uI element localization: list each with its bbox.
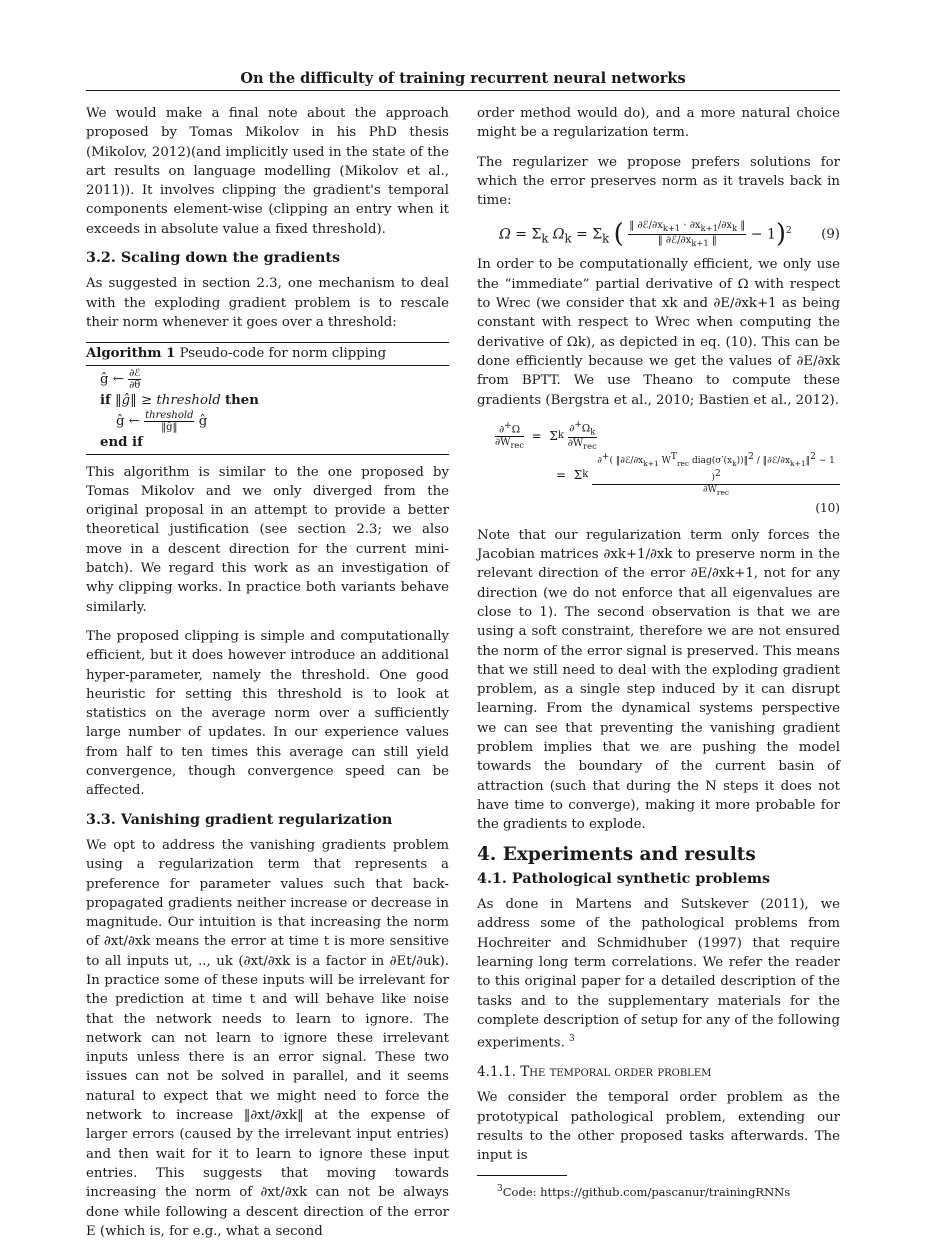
running-header: On the difficulty of training recurrent neural networks [86,70,840,91]
equation-10-line-2: = Σ k $\frac{\partial^+( ‖\partial ℰ/\partial x_{k+1} W^T_{rec} diag(\sigma'(x_k))‖^2 / ‖\partial ℰ/\partial x_{k+1}‖^2 - 1 )^2}{\partial W_{rec}}$ [495,452,840,498]
paragraph-continuation: order method would do), and a more natural choice might be a regularization term. [477,106,840,141]
paragraph-mikolov: We would make a final note about the approach proposed by Tomas Mikolov in his PhD thesis (Mikolov, 2012)(and implicitly used in the state of the art results on language modelling (Mikolov et al., 2011)). It involves clipping the gradient's temporal components element-wise (clipping an entry when it exceeds in absolute value a fixed threshold). [86,106,449,237]
algo-condition: ‖ĝ‖ ≥ threshold [115,392,221,408]
paragraph-jacobian: Note that our regularization term only forces the Jacobian matrices ∂xk+1/∂xk to preserve norm in the relevant direction of the error ∂E/∂xk+1, not for any direction (we do not enforce that all eigenvalues are close to 1). The second observation is that we are using a soft constraint, therefore we are not ensured the norm of the error signal is preserved. This means that we still need to deal with the exploding gradient problem, as a single step induced by it can disrupt learning. From the dynamical systems perspective we can see that preventing the vanishing gradient problem implies that we are pushing the model towards the boundary of the current basin of attraction (such that during the N steps it does not have time to converge), making it more probable for the gradients to explode. [477,527,840,833]
section-4-1-1-heading: 4.1.1. The temporal order problem [477,1063,712,1080]
algorithm-label: Algorithm 1 [86,346,176,362]
footnote-marker: 3 [569,1034,575,1045]
right-column [477,104,840,1203]
algo-line-4 [100,433,449,452]
equation-10 [495,420,840,518]
equation-9-ratio: $\frac{‖ \partial ℰ/\partial x_{k+1} \cdot \partial x_{k+1}/\partial x_k ‖}{‖ \partial ℰ/\partial x_{k+1} ‖}$ [629,220,746,249]
equation-10-number: (10) [815,500,840,515]
footnote [477,1180,840,1202]
paragraph-similar: This algorithm is similar to the one proposed by Tomas Mikolov and we only diverged from the original proposal in an attempt to provide a better theoretical justification (see section 2.3; we also move in a descent direction for the current mini-batch). We regard this work as an investigation of why clipping works. In practice both variants behave similarly. [86,464,449,615]
paragraph-rescale: As suggested in section 2.3, one mechanism to deal with the exploding gradient problem is to rescale their norm whenever it goes over a threshold: [86,276,449,330]
equation-9 [477,220,840,249]
algo-line-2 [100,391,449,410]
algorithm-box [86,342,449,454]
algorithm-title [86,343,449,365]
paragraph-pathological [477,895,840,1053]
equation-9-number: (9) [821,227,840,243]
paragraph-clipping-cost: The proposed clipping is simple and computationally efficient, but it does however introduce an additional hyper-parameter, namely the threshold. One good heuristic for setting this threshold is to look at statistics on the average norm over a sufficiently large number of updates. In our experience values from half to ten times this average can still yield convergence, though convergence speed can be affected. [86,628,449,799]
footnote-number: 3 [497,1184,503,1195]
algorithm-caption: Pseudo-code for norm clipping [179,346,387,362]
section-3-2-heading: 3.2. Scaling down the gradients [86,250,341,267]
algo-endif: end if [100,434,143,450]
paragraph-temporal-order: We consider the temporal order problem as the prototypical pathological problem, extending our results to the other proposed tasks afterwards. The input is [477,1090,840,1164]
fraction-dE-dtheta: $\frac{\text{∂ℰ}}{\partial\theta}$ [129,367,141,391]
fraction-threshold-norm: $\frac{\text{threshold}}{‖ĝ‖}$ [145,409,194,433]
eq10-rhs-1: $\frac{\partial^+\Omega_k}{\partial W_{rec}}$ [567,419,597,452]
eq10-lhs: $\frac{\partial^+\Omega}{\partial W_{rec}}$ [495,421,525,450]
algo-line-1 [100,368,449,391]
paragraph-efficiency: In order to be computationally efficient, we only use the “immediate” partial derivative of Ω with respect to Wrec (we consider that xk and ∂E/∂xk+1 as being constant with respect to Wrec when computing the derivative of Ωk), as depicted in eq. (10). This can be done efficiently because we get the values of ∂E/∂xk from BPTT. We use Theano to compute these gradients (Bergstra et al., 2010; Bastien et al., 2012). [477,257,840,408]
section-4-1-heading: 4.1. Pathological synthetic problems [477,870,771,887]
equation-9-body: $\Omega = \Sigma_k$ $\Omega_k = \Sigma_k$ ( $\frac{‖ \partial ℰ/\partial x_{k+1} \cdot \partial x_{k+1}/\partial x_k ‖}{‖ \partial ℰ/\partial x_{k+1} ‖}$ − 1)$^2$ [499,219,792,250]
algo-line-3: ĝ ← $\frac{\text{threshold}}{‖ĝ‖}$ ĝ [116,409,208,433]
section-3-3-heading: 3.3. Vanishing gradient regularization [86,811,393,828]
eq10-rhs-2: $\frac{\partial^+( ‖\partial ℰ/\partial x_{k+1} W^T_{rec} diag(\sigma'(x_k))‖^2 / ‖\partial ℰ/\partial x_{k+1}‖^2 - 1 )^2}{\partial W_{rec}}$ [592,452,840,498]
equation-10-line-1: $\frac{\partial^+\Omega}{\partial W_{rec}}$ = Σ k $\frac{\partial^+\Omega_k}{\partial W_{rec}}$ [495,419,597,452]
section-4-heading: 4. Experiments and results [477,843,756,865]
left-column [86,104,449,1251]
paragraph-pathological-text: As done in Martens and Sutskever (2011), we address some of the pathological problems from Hochreiter and Schmidhuber (1997) that require learning long term correlations. We refer the reader to this original paper for a detailed description of the tasks and to the supplementary materials for the complete description of setup for any of the following experiments. [477,897,840,1051]
algorithm-lines [86,366,449,454]
footnote-text: Code: https://github.com/pascanur/trainingRNNs [502,1185,791,1200]
algo-assign-rescaled: ĝ ← [116,413,140,429]
algo-if: if [100,392,111,408]
algo-then: then [224,392,259,408]
paragraph-vanishing: We opt to address the vanishing gradients problem using a regularization term that represents a preference for parameter values such that back-propagated gradients neither increase or decrease in magnitude. Our intuition is that increasing the norm of ∂xt/∂xk means the error at time t is more sensitive to all inputs ut, .., uk (∂xt/∂xk is a factor in ∂Et/∂uk). In practice some of these inputs will be irrelevant for the prediction at time t and will behave like noise that the network needs to learn to ignore. The network can not learn to ignore these irrelevant inputs unless there is an error signal. These two issues can not be solved in parallel, and it seems natural to expect that we might need to force the network to increase ‖∂xt/∂xk‖ at the expense of larger errors (caused by the irrelevant input entries) and then wait for it to learn to ignore these input entries. This suggests that moving towards increasing the norm of ∂xt/∂xk can not be always done while following a descent direction of the error E (which is, for e.g., what a second [86,837,449,1239]
footnote-divider [477,1175,567,1176]
paragraph-regularizer: The regularizer we propose prefers solutions for which the error preserves norm as it travels back in time: [477,154,840,209]
algo-assign-gradient: ĝ ← [100,371,124,387]
